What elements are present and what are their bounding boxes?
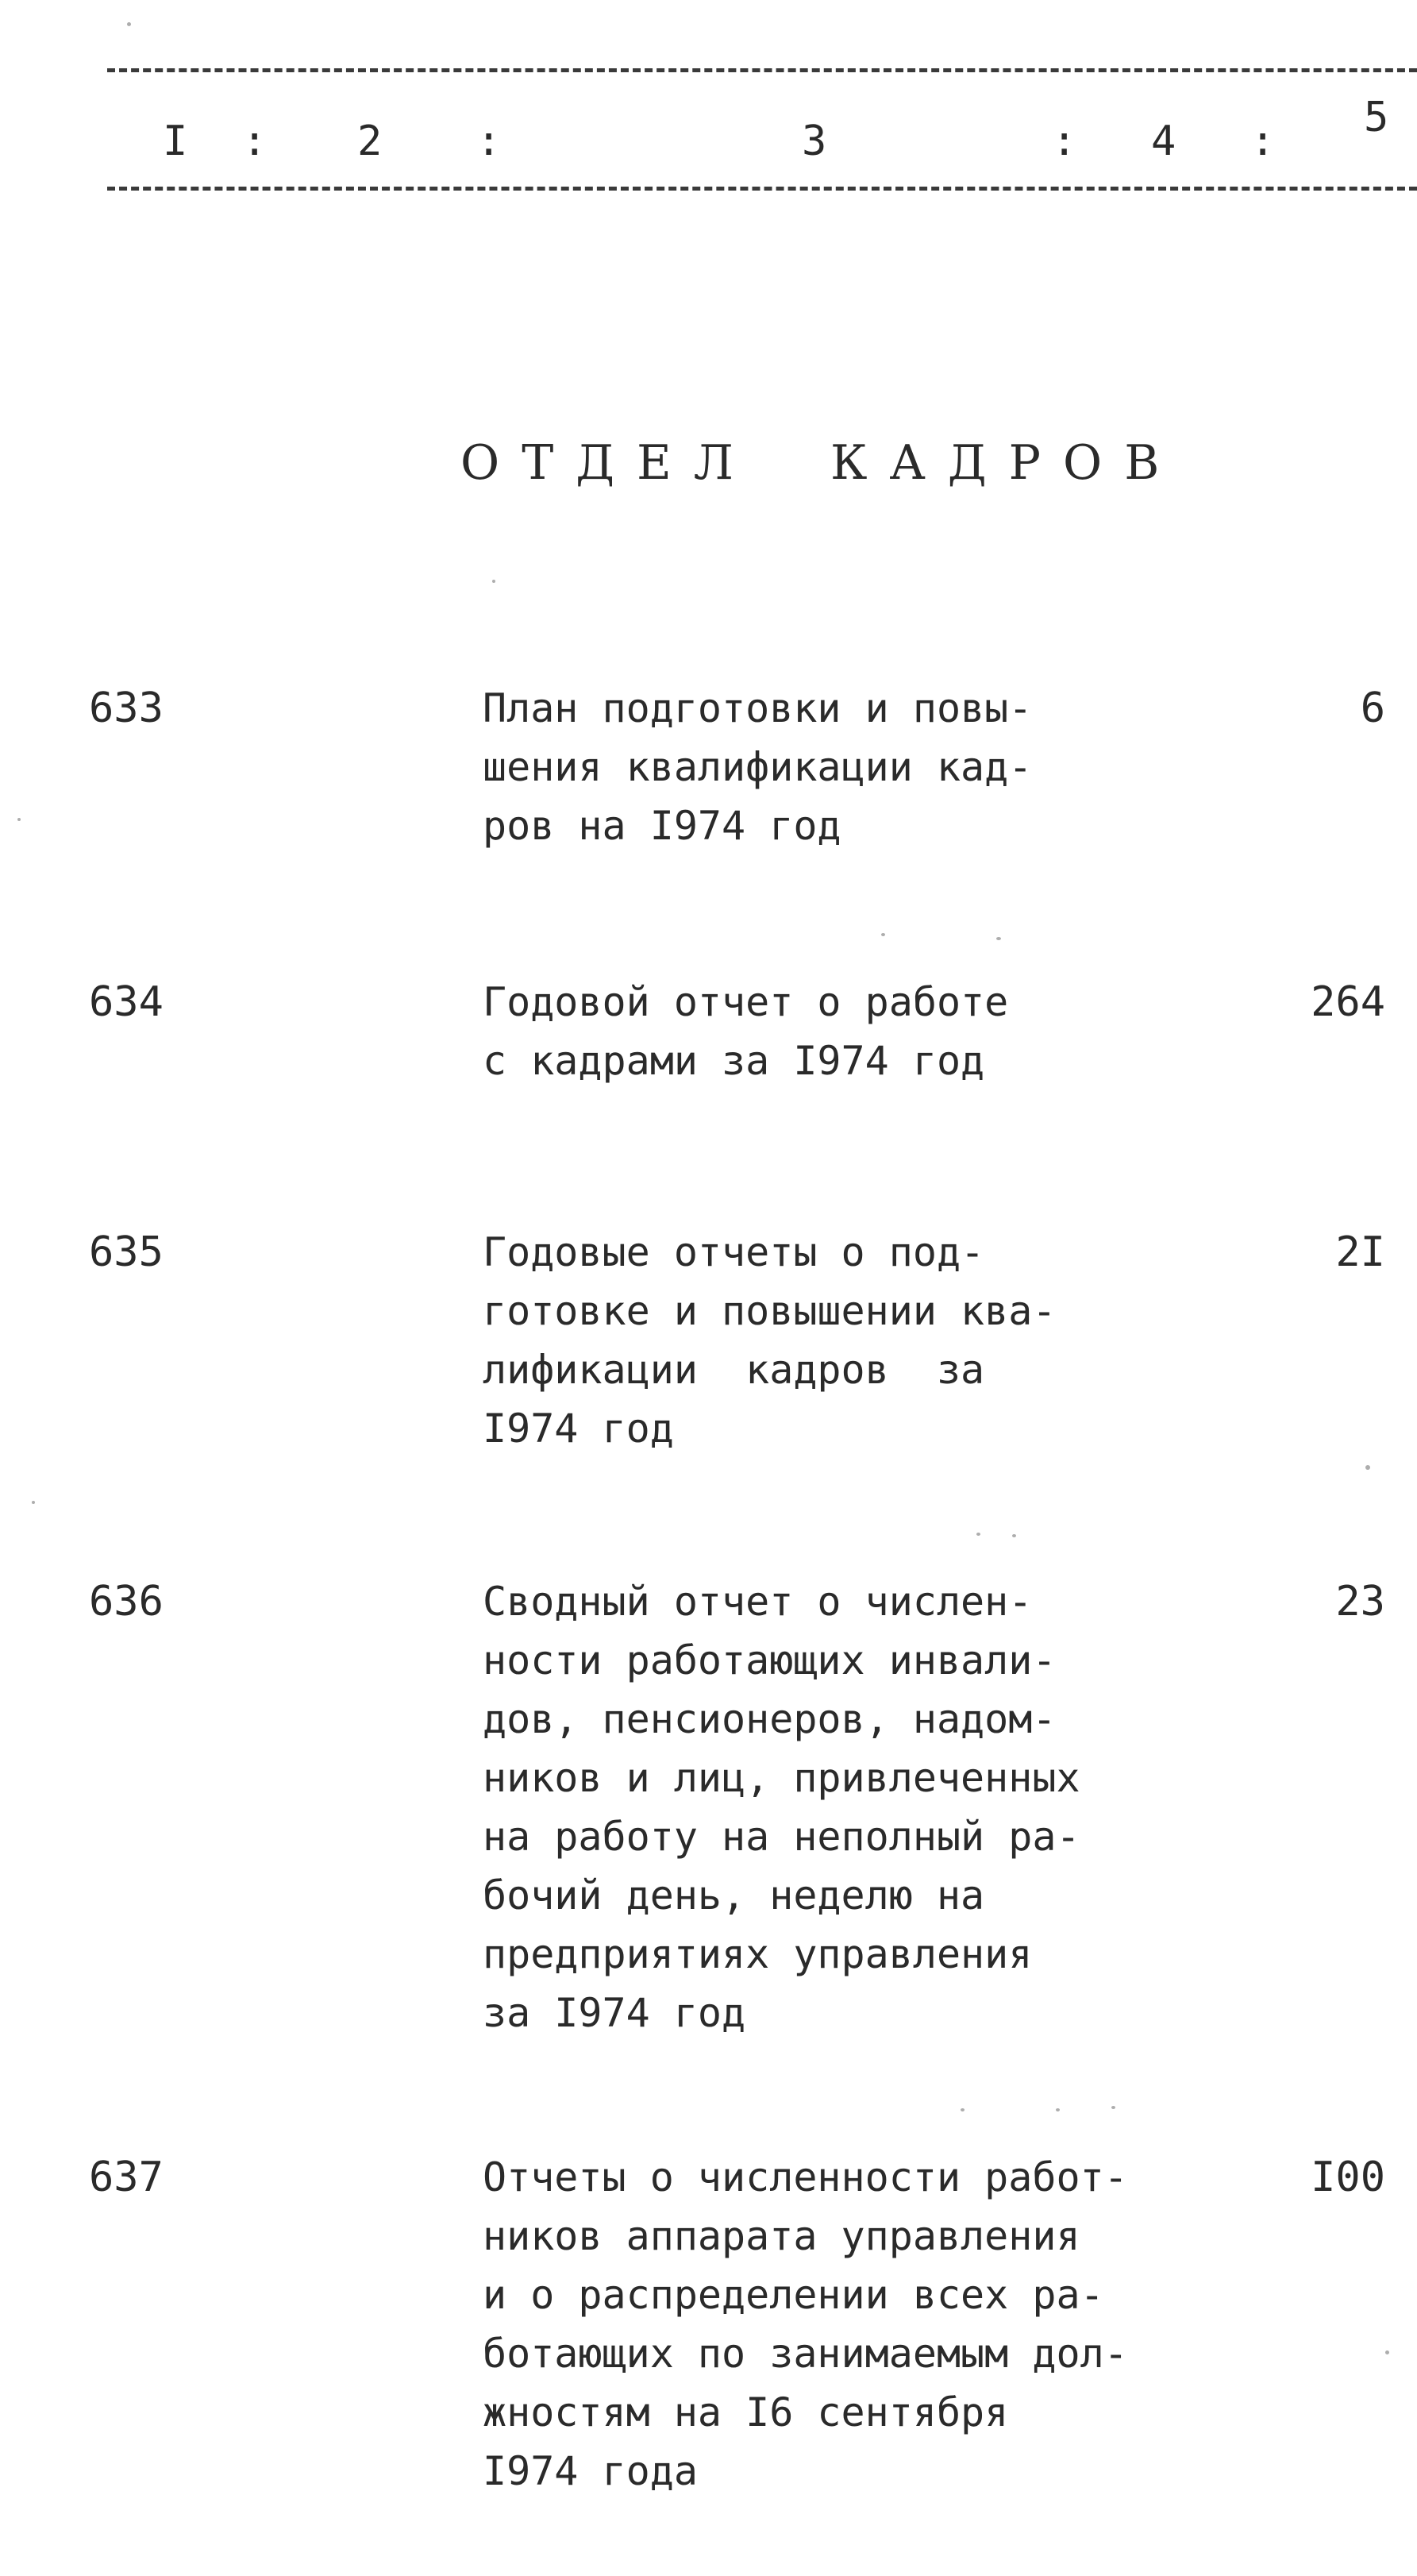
entry-number: 636	[89, 1578, 164, 1625]
entry-number: 637	[89, 2154, 164, 2201]
entry-number: 634	[89, 978, 164, 1026]
entry-title-line: ров на I974 год	[483, 803, 841, 849]
entry-title-line: и о распределении всех ра-	[483, 2272, 1104, 2318]
scan-speck	[127, 22, 131, 26]
scan-speck	[1365, 1465, 1370, 1470]
header-bottom-rule	[107, 187, 1417, 191]
entry-title-line: ников и лиц, привлеченных	[483, 1755, 1080, 1801]
entry-title-line: готовке и повышении ква-	[483, 1288, 1057, 1334]
column-separator: :	[242, 118, 268, 165]
entry-page-count: 2I	[1335, 1228, 1385, 1276]
scan-speck	[32, 1501, 35, 1504]
entry-page-count: 23	[1335, 1578, 1385, 1625]
column-number-5: 5	[1364, 94, 1389, 141]
scan-speck	[17, 818, 21, 821]
column-separator: :	[1250, 118, 1276, 165]
entry-title-line: I974 год	[483, 1406, 674, 1452]
column-number-2: 2	[357, 118, 383, 165]
entry-title-line: за I974 год	[483, 1990, 746, 2036]
entry-title-line: дов, пенсионеров, надом-	[483, 1696, 1057, 1742]
entry-title-line: жностям на I6 сентября	[483, 2389, 1009, 2435]
entry-number: 633	[89, 684, 164, 732]
entry-title	[483, 1223, 1181, 1458]
entry-title-line: ности работающих инвали-	[483, 1637, 1057, 1683]
entry-title-line: I974 года	[483, 2448, 698, 2494]
header-top-rule	[107, 68, 1417, 72]
entry-title	[483, 2148, 1181, 2501]
scan-speck	[492, 580, 495, 583]
column-separator: :	[1052, 118, 1077, 165]
column-number-3: 3	[802, 118, 827, 165]
entry-title	[483, 973, 1181, 1090]
entry-page-count: 264	[1311, 978, 1385, 1026]
entry-title-line: ботающих по занимаемым дол-	[483, 2331, 1128, 2377]
entry-page-count: I00	[1311, 2154, 1385, 2201]
entry-title-line: предприятиях управления	[483, 1931, 1033, 1977]
scan-speck	[881, 933, 885, 936]
scan-speck	[1056, 2108, 1060, 2111]
entry-title-line: с кадрами за I974 год	[483, 1038, 985, 1084]
entry-title-line: Годовой отчет о работе	[483, 979, 1009, 1025]
entry-number: 635	[89, 1228, 164, 1276]
scan-speck	[976, 1533, 980, 1536]
scan-speck	[1111, 2106, 1115, 2109]
scan-speck	[961, 2108, 965, 2111]
scan-speck	[1012, 1534, 1016, 1537]
scan-speck	[1385, 2350, 1389, 2354]
entry-title-line: лификации кадров за	[483, 1347, 985, 1393]
column-number-4: 4	[1151, 118, 1176, 165]
entry-title	[483, 679, 1181, 855]
section-title: ОТДЕЛ КАДРОВ	[460, 435, 1182, 491]
column-separator: :	[476, 118, 502, 165]
entry-title-line: Годовые отчеты о под-	[483, 1229, 985, 1275]
entry-title-line: План подготовки и повы-	[483, 685, 1033, 731]
entry-page-count: 6	[1360, 684, 1385, 732]
entry-title-line: на работу на неполный ра-	[483, 1814, 1080, 1860]
entry-title	[483, 1572, 1181, 2042]
entry-title-line: Отчеты о численности работ-	[483, 2154, 1128, 2200]
scan-speck	[996, 937, 1001, 940]
entry-title-line: бочий день, неделю на	[483, 1872, 985, 1919]
column-number-1: I	[163, 118, 188, 165]
entry-title-line: шения квалификации кад-	[483, 744, 1033, 790]
entry-title-line: ников аппарата управления	[483, 2213, 1080, 2259]
entry-title-line: Сводный отчет о числен-	[483, 1579, 1033, 1625]
